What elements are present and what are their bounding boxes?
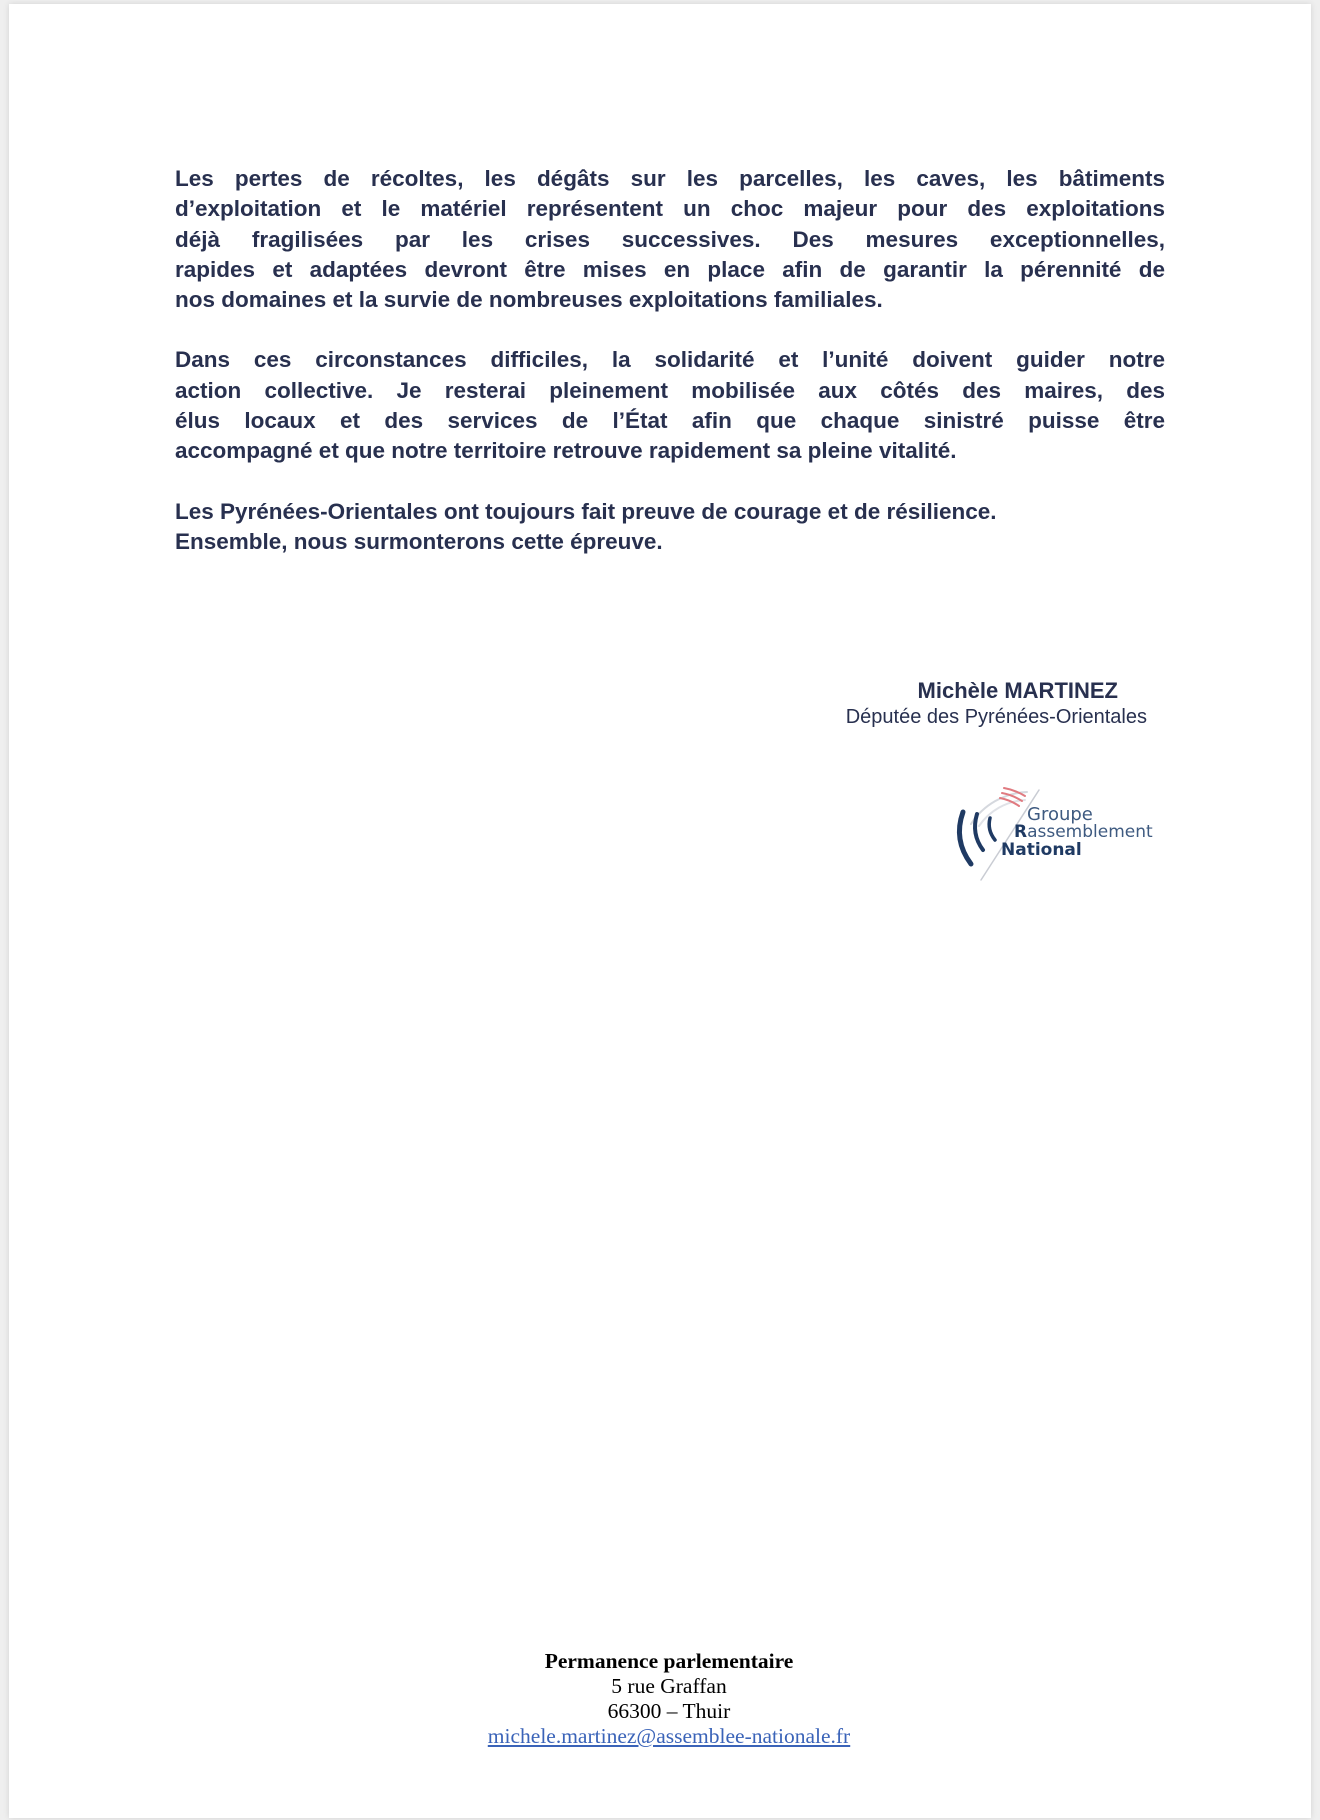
text-line: déjà fragilisées par les crises successives. Des mesures exceptionnelles, (175, 226, 1165, 252)
text-line: rapides et adaptées devront être mises en place afin de garantir la pérennité de (175, 256, 1165, 282)
logo-arc-navy (989, 818, 995, 840)
logo-text-rassemblement: Rassemblement (1014, 822, 1153, 842)
paragraph-3 (175, 497, 1165, 558)
paragraph-2 (175, 345, 1165, 466)
signature-title: Députée des Pyrénées-Orientales (845, 706, 1147, 728)
text-line: d’exploitation et le matériel représentent un choc majeur pour des exploitations (175, 196, 1165, 222)
text-line: élus locaux et des services de l’État afin que chaque sinistré puisse être (175, 408, 1165, 434)
document-page (9, 4, 1311, 1818)
signature-name: Michèle MARTINEZ (917, 678, 1118, 703)
logo-text-national: National (1001, 840, 1082, 860)
footer (9, 1649, 1320, 1749)
footer-address: 5 rue Graffan (611, 1674, 727, 1698)
paragraph-1 (175, 164, 1165, 315)
footer-title: Permanence parlementaire (544, 1649, 794, 1673)
footer-city: 66300 – Thuir (607, 1699, 731, 1723)
logo-arc-navy (975, 814, 983, 850)
text-line: Dans ces circonstances difficiles, la solidarité et l’unité doivent guider notre (175, 347, 1165, 373)
letter-body (175, 164, 1165, 587)
text-line: Les Pyrénées-Orientales ont toujours fait preuve de courage et de résilience. (175, 498, 997, 524)
text-line: action collective. Je resterai pleinement mobilisée aux côtés des maires, des (175, 377, 1165, 403)
text-line: Les pertes de récoltes, les dégâts sur les parcelles, les caves, les bâtiments (175, 166, 1165, 191)
logo-text-groupe: Groupe (1027, 804, 1093, 825)
text-line: Ensemble, nous surmonterons cette épreuve. (175, 528, 663, 554)
logo-arc-navy (959, 812, 971, 864)
groupe-rn-logo (949, 784, 1169, 889)
text-line: accompagné et que notre territoire retrouve rapidement sa pleine vitalité. (175, 438, 957, 464)
text-line: nos domaines et la survie de nombreuses exploitations familiales. (175, 287, 883, 313)
footer-email-link[interactable]: michele.martinez@assemblee-nationale.fr (487, 1724, 851, 1748)
